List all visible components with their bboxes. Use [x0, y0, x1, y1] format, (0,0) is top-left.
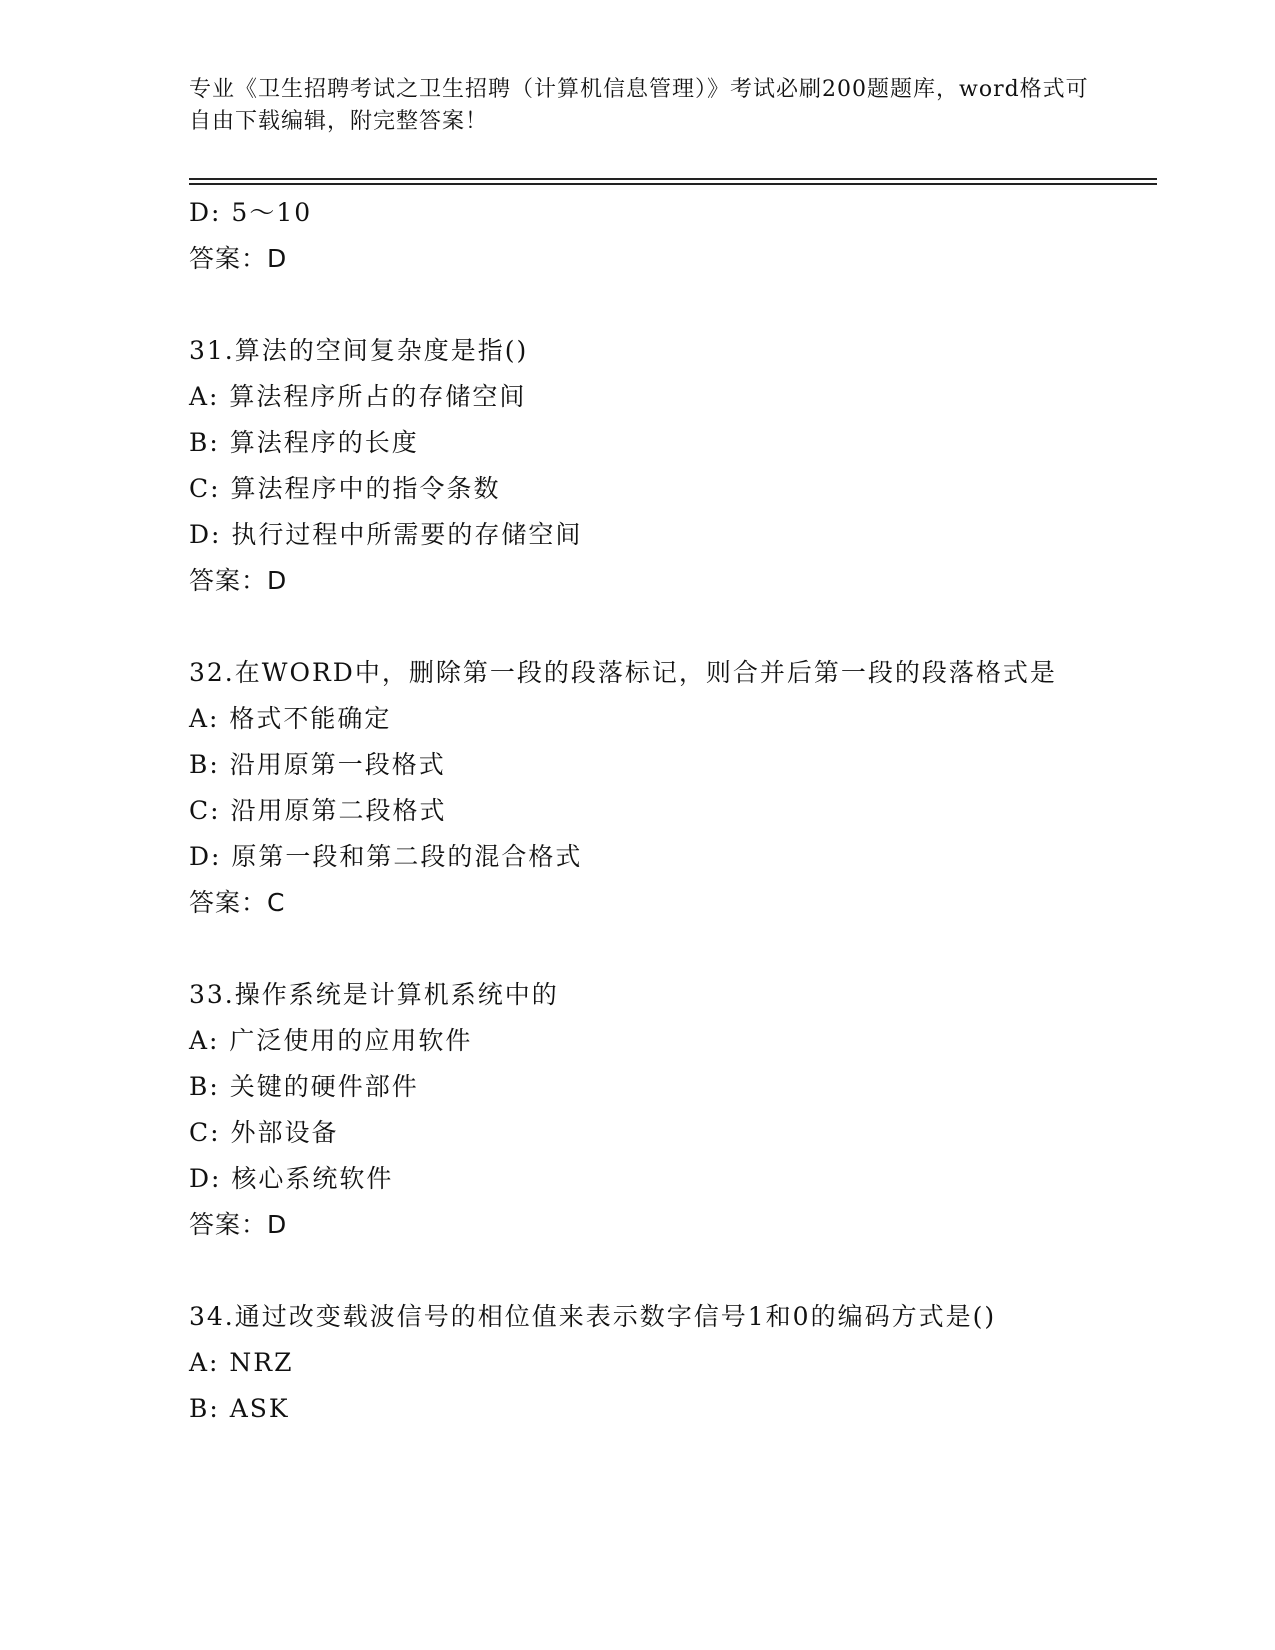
- option-a: A: 格式不能确定: [189, 704, 392, 733]
- option-b: B: 算法程序的长度: [189, 428, 419, 457]
- spacer: [189, 604, 1149, 650]
- document-header: [189, 74, 1089, 138]
- answer-line: 答案：D: [189, 1210, 288, 1239]
- header-rule-bottom: [189, 183, 1157, 185]
- answer-line: 答案：C: [189, 888, 286, 917]
- header-rule-top: [189, 178, 1157, 180]
- header-text: 专业《卫生招聘考试之卫生招聘（计算机信息管理）》考试必刷200题题库，word格式可自由下载编辑，附完整答案！: [189, 77, 1089, 134]
- answer-line: 答案：D: [189, 244, 288, 273]
- question-stem: 33.操作系统是计算机系统中的: [189, 980, 559, 1009]
- option-d: D: 核心系统软件: [189, 1164, 394, 1193]
- question-stem: 31.算法的空间复杂度是指(): [189, 336, 529, 365]
- option-a: A: NRZ: [189, 1348, 294, 1377]
- spacer: [189, 1248, 1149, 1294]
- option-c: C: 算法程序中的指令条数: [189, 474, 501, 503]
- option-d: D: 5～10: [189, 198, 313, 227]
- option-b: B: ASK: [189, 1394, 290, 1423]
- question-stem: 34.通过改变载波信号的相位值来表示数字信号1和0的编码方式是(): [189, 1302, 997, 1331]
- option-a: A: 算法程序所占的存储空间: [189, 382, 527, 411]
- spacer: [189, 926, 1149, 972]
- option-d: D: 执行过程中所需要的存储空间: [189, 520, 583, 549]
- question-content: [189, 190, 1149, 1432]
- spacer: [189, 282, 1149, 328]
- option-d: D: 原第一段和第二段的混合格式: [189, 842, 583, 871]
- option-c: C: 沿用原第二段格式: [189, 796, 447, 825]
- option-b: B: 沿用原第一段格式: [189, 750, 446, 779]
- answer-line: 答案：D: [189, 566, 288, 595]
- option-c: C: 外部设备: [189, 1118, 339, 1147]
- option-b: B: 关键的硬件部件: [189, 1072, 419, 1101]
- question-stem: 32.在WORD中，删除第一段的段落标记，则合并后第一段的段落格式是: [189, 658, 1057, 687]
- option-a: A: 广泛使用的应用软件: [189, 1026, 473, 1055]
